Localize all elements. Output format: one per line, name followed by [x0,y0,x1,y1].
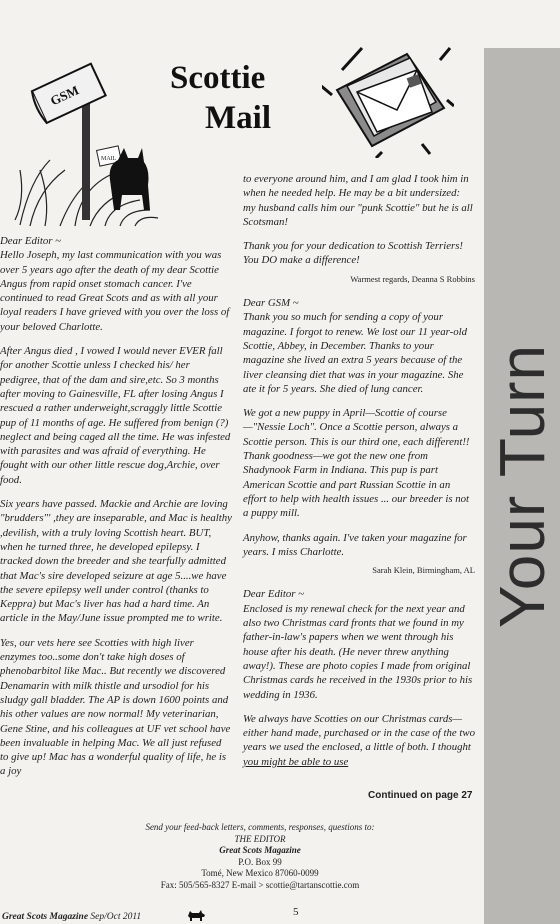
letter-paragraph: Anyhow, thanks again. I've taken your magazine for years. I miss Charlotte. [243,531,467,558]
address-magazine: Great Scots Magazine [219,845,301,856]
address-contact: Fax: 505/565-8327 E-mail > scottie@tartanscottie.com [160,879,360,890]
issue-info [2,912,141,922]
address-editor: THE EDITOR [234,833,286,844]
letter-text: We always have Scotties on our Christmas cards—either hand made, purchased or in the case of the two years we used the enclosed, a little of both. I thought [243,712,475,754]
address-city: Tomé, New Mexico 87060-0099 [201,868,319,879]
letter-signature: Warmest regards, Deanna S Robbins [350,273,475,284]
letter-paragraph: We got a new puppy in April—Scottie of course—"Nessie Loch". Once a Scottie person, always a Scottie person. This is our third one, each different!! Thank goodness—we got the new one from Shadynook Farm in Indiana. This pup is part American Scottie and part Russian Scottie in an effort to help with health issues ... our breeder is not a puppy mill. [243,407,470,520]
letter-paragraph: Thank you so much for sending a copy of your magazine. I forgot to renew. We lost our 11 year-old Scottie, Abbey, in December. Thanks to your magazine she lived an extra 5 years because of the liver cleansing diet that was in your magazine. She ate it for 5 years. She died of lung cancer. [243,311,467,395]
letter-salutation: Dear Editor ~ [243,588,305,601]
section-banner [484,48,560,924]
letter-paragraph: to everyone around him, and I am glad I took him in when he needed help. He may be a bit undersized: my husband calls him our "punk Scottie" but he is all Scotsman! [243,173,473,228]
svg-text:MAIL: MAIL [101,156,117,162]
svg-text:GSM: GSM [47,82,82,109]
letter-paragraph: Hello Joseph, my last communication with you was over 5 years ago after the death of my dear Scottie Angus from rapid onset stomach cancer. I've continued to read Great Scots and as with all your loyal readers I have grieved with you over the loss of your beloved Charlotte. [0,249,230,333]
letter-salutation: Dear Editor ~ [0,235,62,247]
editor-address [90,822,430,892]
banner-title: Your Turn [486,343,558,629]
letter-paragraph: After Angus died , I vowed I would never EVER fall for another Scottie unless I checked his/ her pedigree, that of the dam and sire,etc. So 3 months after moving to Gainesville, FL after losing Angus I rescued a rather underweight,scraggly little Scottie pup of 11 months of age. He suffered from benign (?) neglect and being caged all the time. He was infested with parasites and was afraid of everything. He fought with our other little rescue dog,Archie, over food. [0,345,231,486]
address-po-box: P.O. Box 99 [238,856,282,867]
letter-paragraph: Six years have passed. Mackie and Archie are loving "brudders"' ,they are inseparable, and Mac is healthy ,devilish, with a truly loving Scottish heart. BUT, when he turned three, he developed epilepsy. I tracked down the breeder and she tearfully admitted that Mac's sire developed seizure at age 5....we have the severe epilepsy well under control (thanks to Keppra) but Mac's liver has had a hard time. An article in the May/June issue prompted me to write. [0,498,232,625]
address-instruction: Send your feed-back letters, comments, responses, questions to: [145,822,375,832]
mailbox-scottie-illustration [10,50,160,230]
letter-paragraph: Thank you for your dedication to Scottish Terriers! You DO make a difference! [243,240,464,267]
letter-paragraph [243,712,475,769]
letter-salutation: Dear GSM ~ [243,297,299,310]
page-title-line1: Scottie [170,60,266,96]
letter-paragraph: Enclosed is my renewal check for the next year and also two Christmas card fronts that we found in my father-in-law's papers when we went through his house after his death. (He never threw anything away!). These are photo copies I made from original Christmas cards he received in the 1930s prior to his wedding in 1936. [243,602,473,701]
letter-paragraph: Yes, our vets here see Scotties with high liver enzymes too..some don't take high doses of phenobarbitol like Mac.. But recently we discovered Denamarin with milk thistle and ursodiol for his sludgy gall bladder. The AP is down 1600 points and his other values are now normal! My veterinarian, Gene Stine, and his colleagues at UF vet school have been invaluable in helping Mac. We all just refused to give up! Mac has a wonderful quality of life, he is a joy [0,636,231,778]
continued-link[interactable]: Continued on page 27 [368,790,473,801]
letter-signature: Sarah Klein, Birmingham, AL [372,565,475,576]
page-number: 5 [293,906,299,918]
left-column [0,234,232,789]
underlined-text: you might be able to use [243,755,349,768]
issue-magazine: Great Scots Magazine [2,912,89,922]
page-title-line2: Mail [205,100,271,136]
right-column [243,172,475,779]
envelopes-illustration [322,40,454,158]
issue-date: Sep/Oct 2011 [90,912,142,922]
scottie-dog-icon [186,908,206,922]
